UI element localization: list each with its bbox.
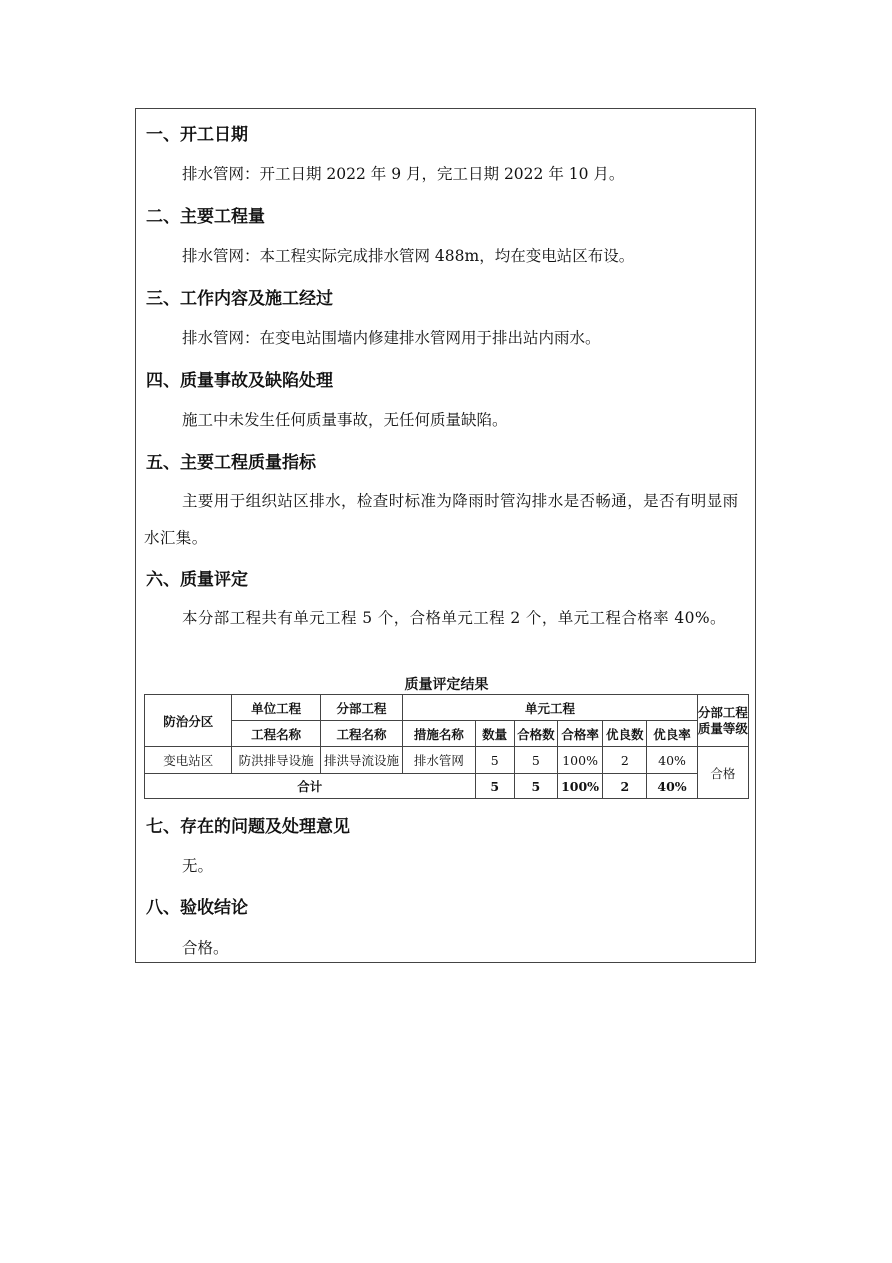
section-body: 排水管网：开工日期 2022 年 9 月，完工日期 2022 年 10 月。 xyxy=(182,165,625,183)
header-element-project: 单元工程 xyxy=(403,695,697,721)
section-body: 合格。 xyxy=(182,939,229,957)
cell-zone: 变电站区 xyxy=(145,747,232,774)
cell-excellent-rate: 40% xyxy=(647,747,697,774)
section-body: 施工中未发生任何质量事故，无任何质量缺陷。 xyxy=(182,411,508,429)
table-row xyxy=(145,747,749,774)
section-heading: 七、存在的问题及处理意见 xyxy=(146,817,350,837)
section-heading: 三、工作内容及施工经过 xyxy=(146,289,333,309)
quality-table xyxy=(144,694,749,799)
header-pass-rate: 合格率 xyxy=(557,721,602,747)
table-subheader-row xyxy=(145,721,749,747)
total-pass-rate: 100% xyxy=(557,774,602,799)
section-body: 排水管网：本工程实际完成排水管网 488m，均在变电站区布设。 xyxy=(182,247,635,265)
section-heading: 一、开工日期 xyxy=(146,125,248,145)
header-count: 数量 xyxy=(475,721,514,747)
section-body: 无。 xyxy=(182,857,214,875)
section-heading: 六、质量评定 xyxy=(146,570,248,590)
section-body: 本分部工程共有单元工程 5 个，合格单元工程 2 个，单元工程合格率 40%。 xyxy=(182,609,726,627)
section-heading: 八、验收结论 xyxy=(146,898,248,918)
report-frame xyxy=(135,108,756,963)
cell-unit-name: 防洪排导设施 xyxy=(232,747,320,774)
cell-excellent-count: 2 xyxy=(603,747,647,774)
total-excellent-count: 2 xyxy=(603,774,647,799)
header-sub-project: 分部工程 xyxy=(320,695,402,721)
table-caption: 质量评定结果 xyxy=(404,677,489,693)
cell-pass-rate: 100% xyxy=(557,747,602,774)
section-heading: 四、质量事故及缺陷处理 xyxy=(146,371,333,391)
cell-pass-count: 5 xyxy=(514,747,557,774)
section-heading: 二、主要工程量 xyxy=(146,207,265,227)
total-count: 5 xyxy=(475,774,514,799)
header-grade: 分部工程质量等级 xyxy=(697,695,748,747)
total-pass-count: 5 xyxy=(514,774,557,799)
cell-sub-name: 排洪导流设施 xyxy=(320,747,402,774)
table-total-row xyxy=(145,774,749,799)
cell-count: 5 xyxy=(475,747,514,774)
section-heading: 五、主要工程质量指标 xyxy=(146,453,316,473)
cell-grade: 合格 xyxy=(697,747,748,799)
total-label: 合计 xyxy=(145,774,476,799)
header-sub-name: 工程名称 xyxy=(320,721,402,747)
header-unit-name: 工程名称 xyxy=(232,721,320,747)
table-header-row xyxy=(145,695,749,721)
header-measure: 措施名称 xyxy=(403,721,475,747)
header-zone: 防治分区 xyxy=(145,695,232,747)
header-excellent-rate: 优良率 xyxy=(647,721,697,747)
section-body: 主要用于组织站区排水，检查时标准为降雨时管沟排水是否畅通，是否有明显雨水汇集。 xyxy=(144,492,739,547)
header-excellent-count: 优良数 xyxy=(603,721,647,747)
section-body: 排水管网：在变电站围墙内修建排水管网用于排出站内雨水。 xyxy=(182,329,601,347)
header-pass-count: 合格数 xyxy=(514,721,557,747)
header-unit-project: 单位工程 xyxy=(232,695,320,721)
cell-measure: 排水管网 xyxy=(403,747,475,774)
total-excellent-rate: 40% xyxy=(647,774,697,799)
